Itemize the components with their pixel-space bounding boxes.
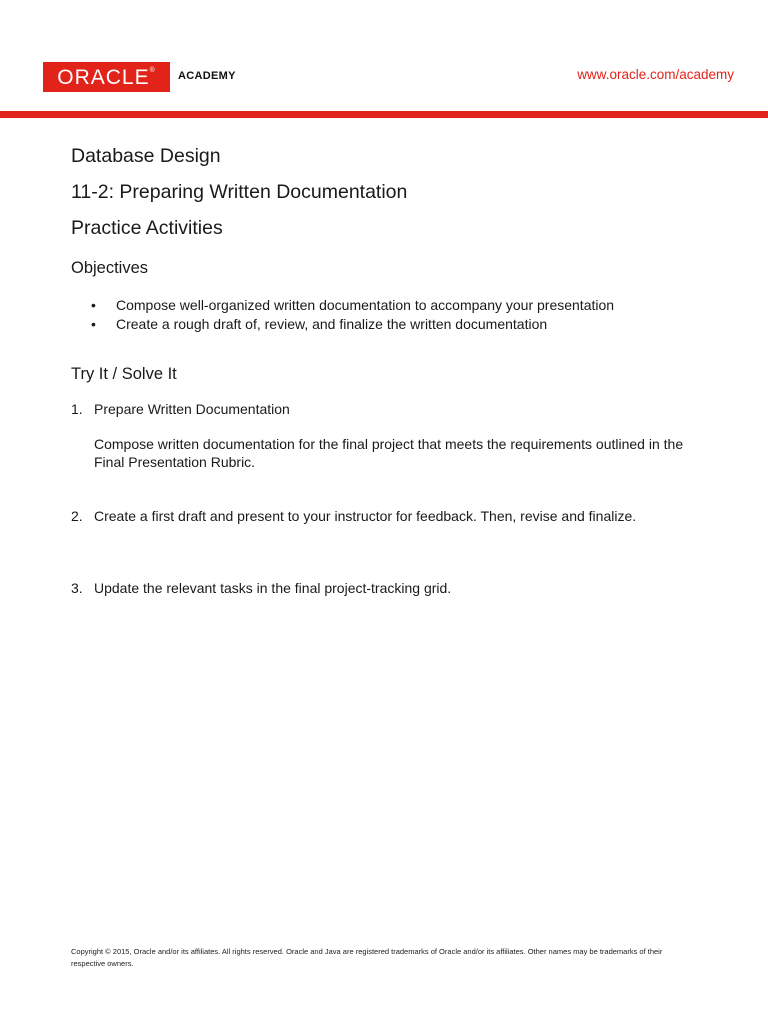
academy-url-link[interactable]: www.oracle.com/academy [577,67,734,82]
oracle-logo [43,62,170,92]
oracle-logo-text: ORACLE® [57,65,156,89]
lesson-title: 11-2: Preparing Written Documentation [71,181,408,203]
objective-text: Compose well-organized written documentation to accompany your presentation [116,297,615,313]
step-body: Compose written documentation for the final project that meets the requirements outlined in the Final Presentation Rubric. [94,436,684,470]
document-subtitle: Practice Activities [71,217,223,239]
step-text: Prepare Written Documentation [94,401,290,417]
objective-text: Create a rough draft of, review, and finalize the written documentation [116,316,548,332]
step-number: 1. [71,401,83,417]
header-divider [0,111,768,118]
academy-label: ACADEMY [178,70,236,82]
bullet-icon: • [91,316,96,332]
objectives-list [91,296,614,334]
step-number: 2. [71,508,83,524]
registered-mark: ® [149,66,156,74]
step-number: 3. [71,580,83,596]
objective-item [91,315,614,334]
copyright-footer: Copyright © 2015, Oracle and/or its affiliates. All rights reserved. Oracle and Java are registered trademarks of Oracle and/or its affiliates. Other names may be trademarks of their respective owners. [71,947,663,968]
try-it-heading: Try It / Solve It [71,365,177,383]
page-header [0,0,768,120]
course-title: Database Design [71,145,221,167]
step-text: Update the relevant tasks in the final project-tracking grid. [94,580,452,596]
objectives-heading: Objectives [71,259,149,277]
objective-item [91,296,614,315]
step-text: Create a first draft and present to your instructor for feedback. Then, revise and finalize. [94,508,637,524]
bullet-icon: • [91,297,96,313]
